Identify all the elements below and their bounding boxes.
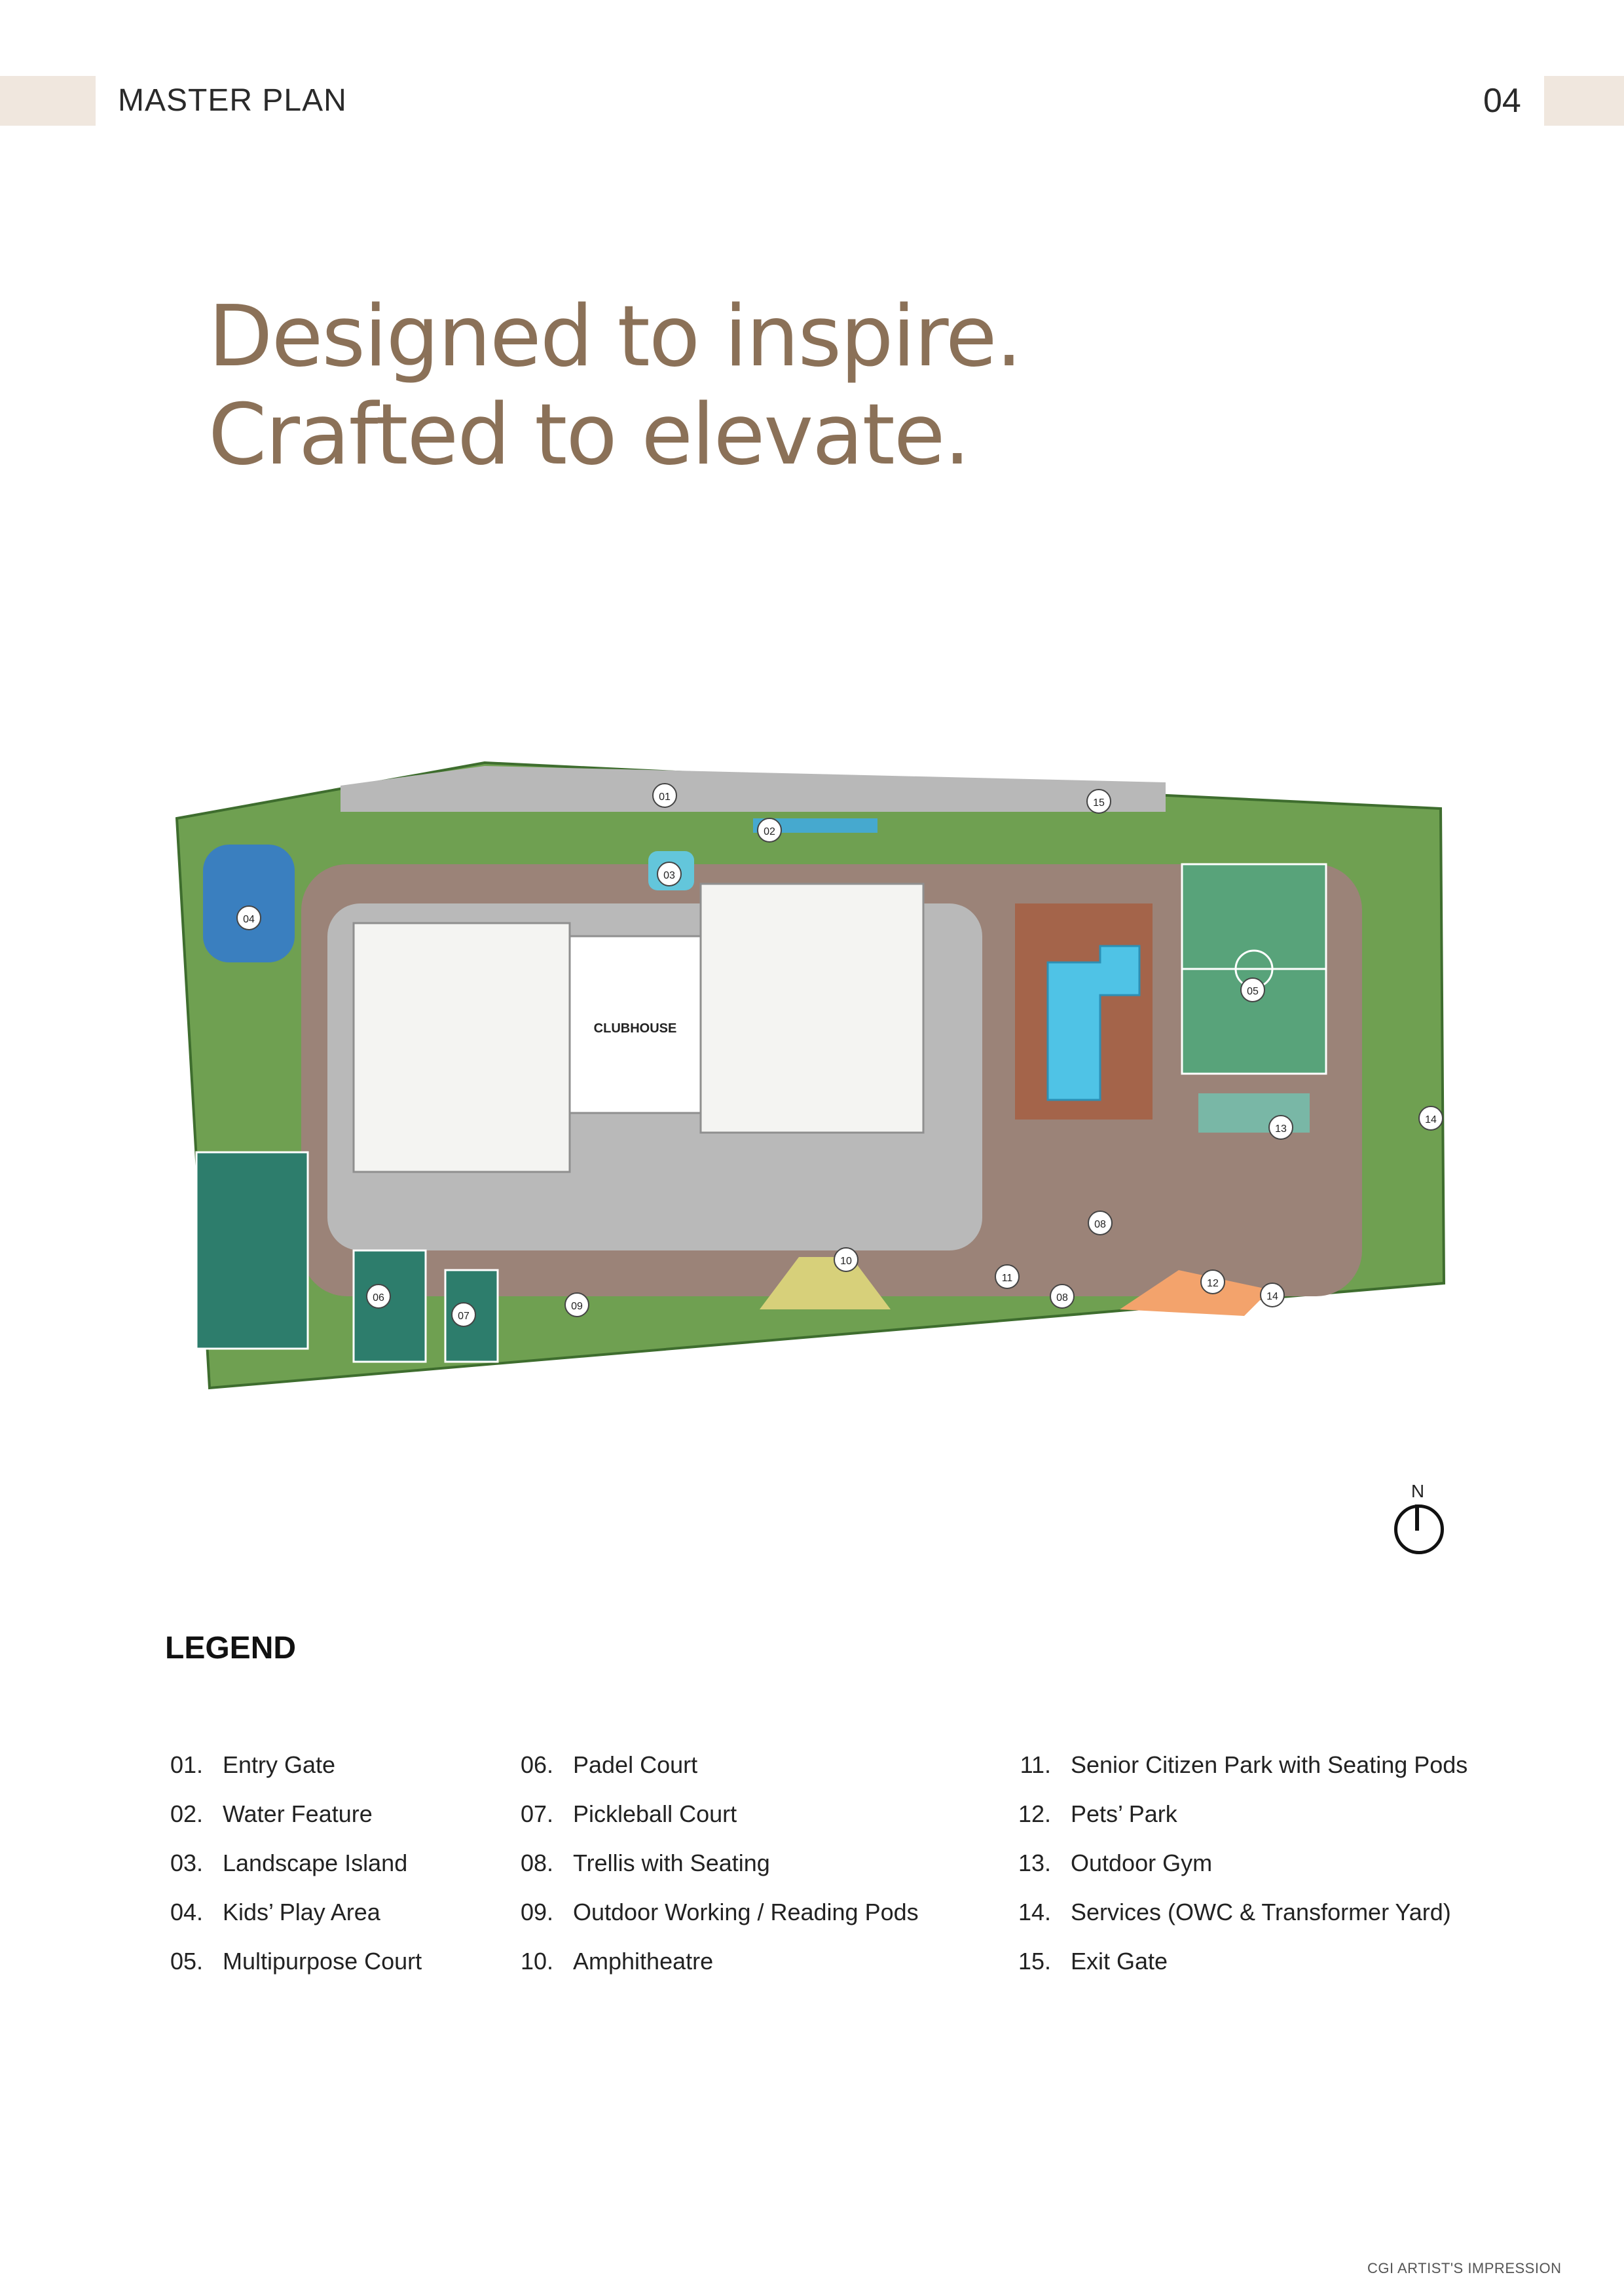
headline-line-1: Designed to inspire.	[208, 288, 1022, 386]
tower-east	[701, 884, 923, 1133]
section-title: MASTER PLAN	[118, 83, 347, 118]
north-compass	[1392, 1481, 1444, 1559]
legend-item: 08. Trellis with Seating	[520, 1850, 770, 1876]
header-accent-right	[1544, 76, 1624, 126]
svg-text:01: 01	[659, 792, 671, 803]
clubhouse-label: CLUBHOUSE	[593, 1021, 677, 1036]
padel-court	[354, 1250, 426, 1362]
svg-text:14: 14	[1425, 1114, 1437, 1125]
svg-text:09: 09	[571, 1301, 583, 1312]
svg-text:10: 10	[840, 1256, 852, 1267]
legend-item: 09. Outdoor Working / Reading Pods	[520, 1899, 919, 1925]
svg-text:08: 08	[1056, 1292, 1068, 1303]
legend-title: LEGEND	[165, 1631, 297, 1666]
marker-05	[1241, 978, 1264, 1002]
legend-item: 05. Multipurpose Court	[170, 1948, 422, 1975]
legend-item: 01. Entry Gate	[170, 1751, 336, 1778]
svg-text:15: 15	[1093, 797, 1105, 809]
kids-play-area	[203, 845, 295, 962]
legend-item: 03. Landscape Island	[170, 1850, 408, 1876]
marker-08-a	[1088, 1211, 1112, 1235]
legend-item: 02. Water Feature	[170, 1800, 373, 1827]
cgi-disclaimer: CGI ARTIST'S IMPRESSION	[1367, 2260, 1562, 2276]
page-number: 04	[1483, 82, 1521, 120]
legend-item: 07. Pickleball Court	[520, 1800, 737, 1827]
svg-text:04: 04	[243, 914, 255, 925]
svg-text:07: 07	[458, 1311, 470, 1322]
legend-item: 10. Amphitheatre	[520, 1948, 714, 1975]
legend-item: 13. Outdoor Gym	[1018, 1850, 1213, 1876]
marker-12	[1201, 1270, 1225, 1294]
parking-strip-north	[341, 766, 1166, 812]
legend-item: 04. Kids’ Play Area	[170, 1899, 380, 1925]
marker-15	[1087, 790, 1111, 813]
headline-line-2: Crafted to elevate.	[208, 386, 970, 484]
marker-04	[237, 906, 261, 930]
svg-text:11: 11	[1001, 1273, 1013, 1284]
marker-02	[758, 818, 781, 842]
compass-icon	[1394, 1504, 1444, 1554]
marker-01	[653, 784, 676, 807]
tower-west	[354, 923, 570, 1172]
svg-text:13: 13	[1275, 1123, 1287, 1135]
marker-07	[452, 1303, 475, 1326]
headline	[208, 288, 1021, 484]
legend-item: 12. Pets’ Park	[1018, 1800, 1177, 1827]
legend-item: 06. Padel Court	[520, 1751, 698, 1778]
legend-item: 11. Senior Citizen Park with Seating Pods	[1020, 1751, 1468, 1778]
compass-label: N	[1411, 1481, 1425, 1501]
svg-text:03: 03	[663, 870, 675, 881]
header-accent-left	[0, 76, 96, 126]
marker-10	[834, 1248, 858, 1271]
svg-text:14: 14	[1266, 1291, 1278, 1302]
marker-14-a	[1419, 1106, 1443, 1130]
marker-14-b	[1261, 1283, 1284, 1307]
marker-11	[995, 1265, 1019, 1288]
marker-09	[565, 1293, 589, 1317]
svg-text:12: 12	[1207, 1278, 1219, 1289]
svg-text:02: 02	[764, 826, 775, 837]
legend-column-1	[151, 1751, 422, 1997]
svg-text:06: 06	[373, 1292, 384, 1303]
legend-item: 14. Services (OWC & Transformer Yard)	[1018, 1899, 1451, 1925]
marker-13	[1269, 1116, 1293, 1139]
marker-03	[657, 862, 681, 886]
master-plan-map	[157, 746, 1467, 1421]
legend-column-2	[501, 1751, 919, 1997]
svg-text:08: 08	[1094, 1219, 1106, 1230]
marker-06	[367, 1285, 390, 1308]
marker-08-b	[1050, 1285, 1074, 1308]
legend-item: 15. Exit Gate	[1018, 1948, 1168, 1975]
court-west	[196, 1152, 308, 1349]
legend-column-3	[999, 1751, 1467, 1997]
svg-text:05: 05	[1247, 986, 1259, 997]
compass-needle	[1415, 1504, 1419, 1531]
